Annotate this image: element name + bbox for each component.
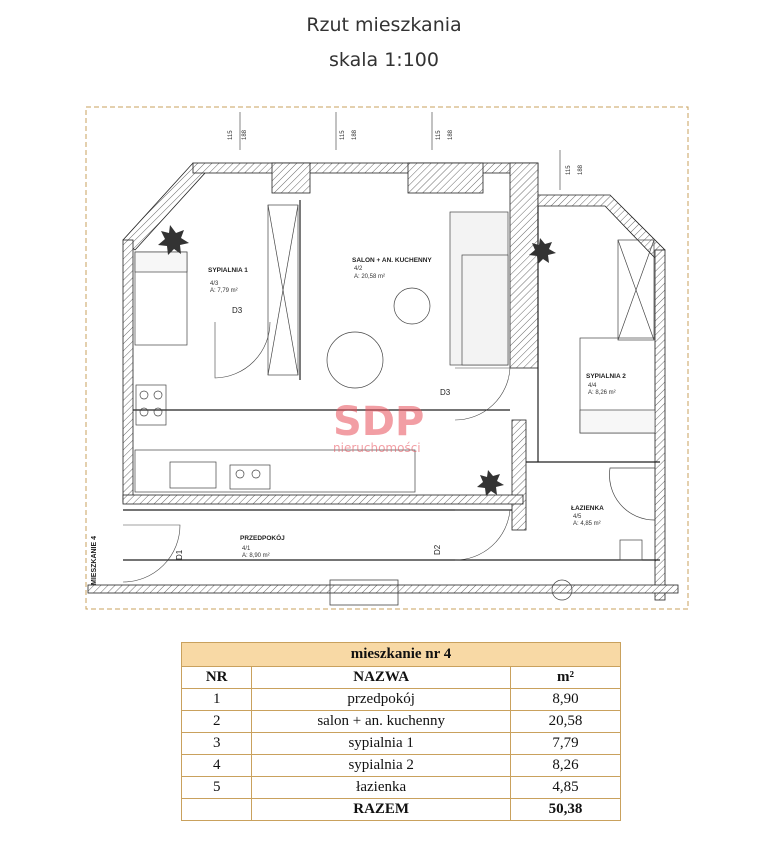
row-area: 20,58 <box>510 711 620 733</box>
cooktop <box>136 385 166 425</box>
toilet <box>620 540 642 560</box>
table-row <box>182 777 621 799</box>
door-label: D1 <box>175 549 184 560</box>
room-label-lazienka <box>571 505 604 527</box>
sink <box>170 462 216 488</box>
shower <box>609 468 655 520</box>
plant-icon <box>477 470 504 496</box>
floor-plan <box>0 95 768 615</box>
row-nr <box>182 799 252 821</box>
dining-table <box>327 332 383 388</box>
svg-text:115: 115 <box>566 165 572 175</box>
row-area: 8,90 <box>510 689 620 711</box>
svg-text:A: 20,58 m²: A: 20,58 m² <box>354 274 386 280</box>
kitchen-counter <box>135 450 415 492</box>
svg-text:188: 188 <box>578 164 584 175</box>
side-label: MIESZKANIE 4 <box>91 535 98 585</box>
row-name: sypialnia 1 <box>252 733 511 755</box>
row-area: 8,26 <box>510 755 620 777</box>
table-row <box>182 755 621 777</box>
svg-text:A: 7,79 m²: A: 7,79 m² <box>210 288 238 294</box>
svg-text:4/1: 4/1 <box>242 546 251 552</box>
row-name: łazienka <box>252 777 511 799</box>
column-header-name: NAZWA <box>252 667 511 689</box>
svg-text:188: 188 <box>242 129 248 140</box>
row-nr: 1 <box>182 689 252 711</box>
row-nr: 4 <box>182 755 252 777</box>
svg-text:115: 115 <box>436 130 442 140</box>
area-table <box>181 642 621 821</box>
plant-icon <box>158 225 189 255</box>
row-nr: 5 <box>182 777 252 799</box>
room-label-sypialnia-2 <box>586 373 626 396</box>
svg-text:PRZEDPOKÓJ: PRZEDPOKÓJ <box>240 535 285 542</box>
room-label-przedpokoj <box>240 533 285 559</box>
table-total-row <box>182 799 621 821</box>
room-label-sypialnia-1 <box>208 267 248 294</box>
plan-title: Rzut mieszkania <box>306 14 462 36</box>
svg-text:SYPIALNIA 2: SYPIALNIA 2 <box>586 373 626 380</box>
room-label-salon <box>352 257 432 280</box>
row-area: 4,85 <box>510 777 620 799</box>
table-row <box>182 733 621 755</box>
row-name: salon + an. kuchenny <box>252 711 511 733</box>
coffee-table <box>394 288 430 324</box>
door-label: D3 <box>232 306 243 315</box>
svg-text:ŁAZIENKA: ŁAZIENKA <box>571 505 604 512</box>
door-label: D2 <box>433 544 442 555</box>
svg-text:188: 188 <box>352 129 358 140</box>
table-header-row <box>182 667 621 689</box>
row-area: 7,79 <box>510 733 620 755</box>
table-row <box>182 689 621 711</box>
svg-text:A: 8,90 m²: A: 8,90 m² <box>242 553 270 559</box>
svg-text:115: 115 <box>340 130 346 140</box>
total-label: RAZEM <box>252 799 511 821</box>
svg-text:SALON + AN. KUCHENNY: SALON + AN. KUCHENNY <box>352 257 432 264</box>
door-label: D3 <box>440 388 451 397</box>
svg-text:4/5: 4/5 <box>573 514 582 520</box>
svg-text:115: 115 <box>228 130 234 140</box>
watermark-text: nieruchomości <box>333 441 421 455</box>
svg-text:SYPIALNIA 1: SYPIALNIA 1 <box>208 267 248 274</box>
plan-scale: skala 1:100 <box>329 49 439 71</box>
svg-text:A: 8,26 m²: A: 8,26 m² <box>588 390 616 396</box>
total-value: 50,38 <box>510 799 620 821</box>
row-name: sypialnia 2 <box>252 755 511 777</box>
svg-text:4/2: 4/2 <box>354 266 363 272</box>
watermark-logo: SDP <box>333 399 425 445</box>
table-row <box>182 711 621 733</box>
svg-text:A: 4,85 m²: A: 4,85 m² <box>573 521 601 527</box>
svg-text:4/4: 4/4 <box>588 383 597 389</box>
svg-text:188: 188 <box>448 129 454 140</box>
table-caption: mieszkanie nr 4 <box>182 643 621 667</box>
column-header-nr: NR <box>182 667 252 689</box>
row-name: przedpokój <box>252 689 511 711</box>
row-nr: 3 <box>182 733 252 755</box>
row-nr: 2 <box>182 711 252 733</box>
column-header-area: m² <box>510 667 620 689</box>
svg-text:4/3: 4/3 <box>210 281 219 287</box>
